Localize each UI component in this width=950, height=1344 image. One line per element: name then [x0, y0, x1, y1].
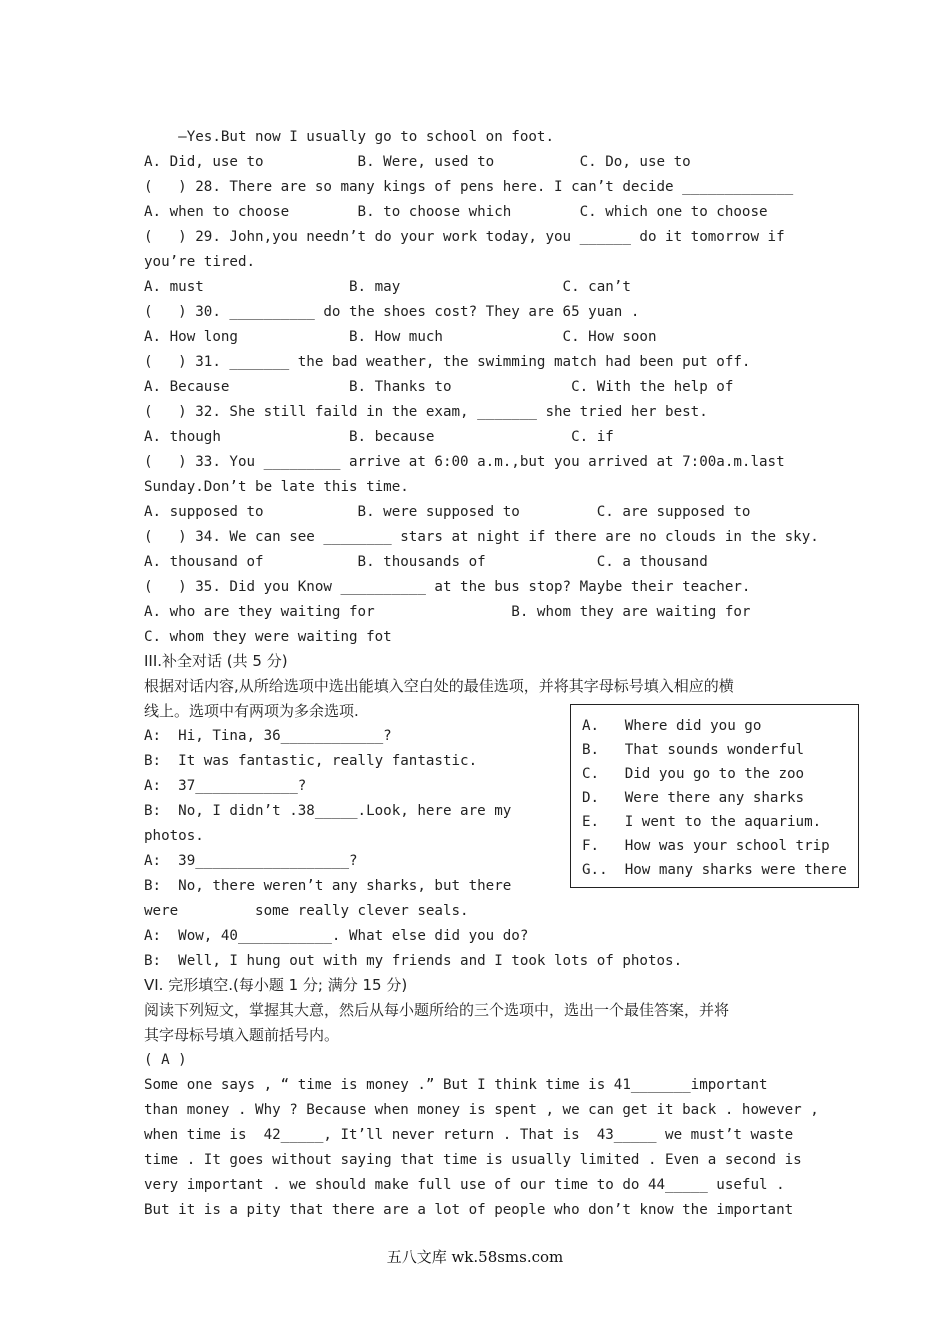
section-heading-cloze: VI. 完形填空.(每小题 1 分; 满分 15 分)	[144, 976, 408, 994]
question-33: ( ) 33. You _________ arrive at 6:00 a.m.,but you arrived at 7:00a.m.last	[144, 454, 785, 470]
dialogue-line: photos.	[144, 828, 204, 844]
section-heading-dialogue: III.补全对话 (共 5 分)	[144, 652, 288, 670]
passage-line: time . It goes without saying that time is usually limited . Even a second is	[144, 1152, 802, 1168]
passage-label: ( A )	[144, 1052, 187, 1068]
answer-options: A. supposed to B. were supposed to C. are supposed to	[144, 504, 751, 520]
dialogue-line: B: It was fantastic, really fantastic.	[144, 753, 478, 769]
question-35: ( ) 35. Did you Know __________ at the bus stop? Maybe their teacher.	[144, 579, 751, 595]
option-c: C. Did you go to the zoo	[582, 766, 805, 782]
instructions-cont: 线上。选项中有两项为多余选项.	[144, 702, 359, 720]
dialogue-line: B: No, I didn’t .38_____.Look, here are my	[144, 803, 512, 819]
option-g: G.. How many sharks were there	[582, 862, 847, 878]
instructions-cont: 其字母标号填入题前括号内。	[144, 1026, 340, 1044]
passage-line: very important . we should make full use of our time to do 44_____ useful .	[144, 1177, 785, 1193]
dialogue-line: A: Wow, 40___________. What else did you do?	[144, 928, 529, 944]
dialogue-line: —Yes.But now I usually go to school on foot.	[144, 129, 554, 145]
answer-options: A. who are they waiting for B. whom they are waiting for	[144, 604, 751, 620]
option-e: E. I went to the aquarium.	[582, 814, 822, 830]
answer-options: A. How long B. How much C. How soon	[144, 329, 657, 345]
instructions: 根据对话内容,从所给选项中选出能填入空白处的最佳选项，并将其字母标号填入相应的横	[144, 677, 734, 695]
dialogue-line: B: Well, I hung out with my friends and I took lots of photos.	[144, 953, 683, 969]
question-30: ( ) 30. __________ do the shoes cost? They are 65 yuan .	[144, 304, 640, 320]
answer-options: A. Did, use to B. Were, used to C. Do, use to	[144, 154, 691, 170]
passage-line: when time is 42_____, It’ll never return . That is 43_____ we must’t waste	[144, 1127, 794, 1143]
answer-options: A. though B. because C. if	[144, 429, 614, 445]
footer-watermark: 五八文库 wk.58sms.com	[386, 1248, 564, 1266]
passage-line: Some one says , “ time is money .” But I think time is 41_______important	[144, 1077, 768, 1093]
question-33-cont: Sunday.Don’t be late this time.	[144, 479, 409, 495]
question-34: ( ) 34. We can see ________ stars at night if there are no clouds in the sky.	[144, 529, 819, 545]
question-31: ( ) 31. _______ the bad weather, the swimming match had been put off.	[144, 354, 751, 370]
dialogue-line: B: No, there weren’t any sharks, but there	[144, 878, 512, 894]
instructions: 阅读下列短文，掌握其大意，然后从每小题所给的三个选项中，选出一个最佳答案，并将	[144, 1001, 730, 1019]
answer-options: C. whom they were waiting fot	[144, 629, 392, 645]
dialogue-line: A: Hi, Tina, 36____________?	[144, 728, 392, 744]
option-b: B. That sounds wonderful	[582, 742, 805, 758]
answer-options: A. Because B. Thanks to C. With the help of	[144, 379, 734, 395]
dialogue-line: A: 39__________________?	[144, 853, 358, 869]
question-29: ( ) 29. John,you needn’t do your work today, you ______ do it tomorrow if	[144, 229, 785, 245]
dialogue-line: were some really clever seals.	[144, 903, 469, 919]
dialogue-line: A: 37____________?	[144, 778, 307, 794]
answer-options: A. must B. may C. can’t	[144, 279, 631, 295]
question-28: ( ) 28. There are so many kings of pens here. I can’t decide _____________	[144, 179, 794, 195]
question-32: ( ) 32. She still faild in the exam, _______ she tried her best.	[144, 404, 708, 420]
option-d: D. Were there any sharks	[582, 790, 805, 806]
passage-line: But it is a pity that there are a lot of people who don’t know the important	[144, 1202, 794, 1218]
answer-options: A. thousand of B. thousands of C. a thousand	[144, 554, 708, 570]
question-29-cont: you’re tired.	[144, 254, 256, 270]
option-a: A. Where did you go	[582, 718, 762, 734]
passage-line: than money . Why ? Because when money is spent , we can get it back . however ,	[144, 1102, 819, 1118]
answer-options: A. when to choose B. to choose which C. which one to choose	[144, 204, 768, 220]
option-f: F. How was your school trip	[582, 838, 830, 854]
